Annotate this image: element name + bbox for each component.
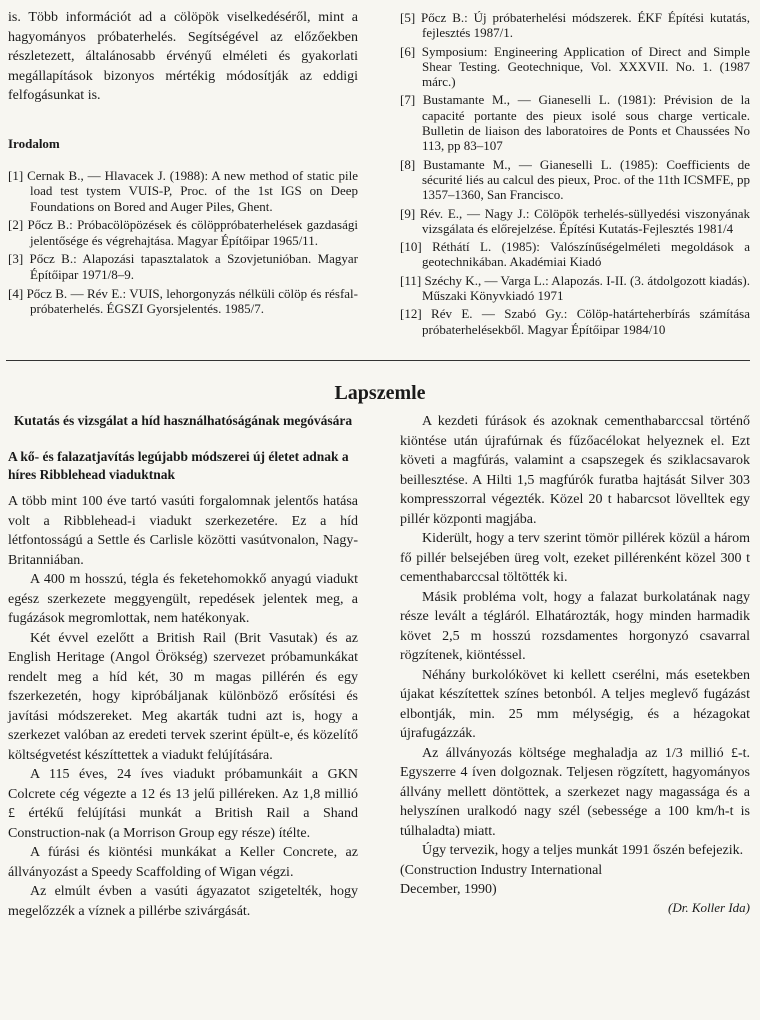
body-paragraph: Az állványozás költsége meghaladja az 1/3 millió £-t. Egyszerre 4 íven dolgoznak. Teljesen rögzített, hagyományos állvány mellett döntöttek, a szerkezet nagy magassága és a helyszínen uralkodó nagy szél (sebessége a 100 km/h-t is túlhaladta) miatt. <box>400 745 750 839</box>
reference-item: [4] Pőcz B. — Rév E.: VUIS, lehorgonyzás nélküli cölöp és résfal-próbaterhelés. ÉGSZI Gyorsjelentés. 1985/7. <box>8 285 358 317</box>
body-paragraph: A 115 éves, 24 íves viadukt próbamunkáit a GKN Colcrete cég végezte a 12 és 13 jelű pilléreken. Az 1,8 millió £ értékű felújítási munkát a British Rail a Shand Construction-nak (a Morrison Group egy része) ítélte. <box>8 767 358 841</box>
body-paragraph: A kezdeti fúrások és azoknak cementhabarccsal történő kiöntése után újrafúrnak és fűzőacélokat helyeznek el. Ezt követi a magfúrás, valamint a csapszegek és sziklacsavarok beillesztése. A Hilti 1,5 magfúrók furatba hajtását Silver 303 kompresszorral végezték. Közel 20 t habarcsot lövelltek egy pillér központi magjába. <box>400 414 750 527</box>
source-citation-line: December, 1990) <box>400 882 497 897</box>
reference-item: [11] Széchy K., — Varga L.: Alapozás. I-II. (3. átdolgozott kiadás). Műszaki Könyvkiadó 1971 <box>400 272 750 304</box>
top-right-column <box>400 10 750 340</box>
intro-paragraph: is. Több információt ad a cölöpök viselkedéséről, mint a hagyományos próbaterhelés. Segítségével az előzőekben részletezett, általánosabb érvényű elméleti és gyakorlati megállapítások bizonyos mértékig módosítják az eddigi felfogásunkat is. <box>8 10 358 103</box>
body-paragraph: Két évvel ezelőtt a British Rail (Brit Vasutak) és az English Heritage (Angol Örökség) szervezet próbamunkákat rendelt meg a híd két, 30 m magas pillérén és egy fszerkezetén, hogy kipróbáljanak különböző erősítési és javítási módszereket. Meg akarták tudni azt is, hogy a szerkezet valóban az eredeti tervek szerint épült-e, és közelítő költségvetést készíttettek a viadukt felújítására. <box>8 630 358 763</box>
body-paragraph: A több mint 100 éve tartó vasúti forgalomnak jelentős hatása volt a Ribblehead-i viadukt szerkezetére. Ez a híd létfontosságú a Settle és Carlisle közötti vasútvonalon, Nagy-Britanniában. <box>8 494 358 568</box>
section-divider <box>6 360 750 361</box>
reference-item: [10] Réthátí L. (1985): Valószínűségelméleti megoldások a geotechnikában. Akadémiai Kiadó <box>400 239 750 270</box>
body-paragraph: Az elmúlt évben a vasúti ágyazatot szigetelték, hogy megelőzzék a víznek a pillérbe szivárgását. <box>8 884 358 919</box>
body-paragraph: Kiderült, hogy a terv szerint tömör pillérek közül a három fő pillér belsejében üreg volt, ezeket pillérenként közel 300 t cementhabarccsal töltötték ki. <box>400 531 750 585</box>
reference-item: [2] Pőcz B.: Próbacölöpözések és cölöppróbaterhelések gazdasági jelentősége és végrehajtása. Magyar Építőipar 1965/11. <box>8 217 358 248</box>
article-headline: A kő- és falazatjavítás legújabb módszerei új életet adnak a híres Ribblehead viaduktnak <box>8 449 349 482</box>
body-paragraph: A 400 m hosszú, tégla és feketehomokkő anyagú viadukt egész szerkezete meggyengült, repedések jelentek meg, a fugázások megromlottak, nem hatékonyak. <box>8 572 358 626</box>
section-title: Lapszemle <box>334 382 426 404</box>
reference-item: [5] Pőcz B.: Új próbaterhelési módszerek. ÉKF Építési kutatás, fejlesztés 1987/1. <box>400 10 750 41</box>
article-left-column <box>8 412 358 921</box>
source-citation-line: (Construction Industry International <box>400 862 603 878</box>
author-signature: (Dr. Koller Ida) <box>668 899 750 915</box>
article-right-column <box>400 412 750 916</box>
reference-item: [12] Rév E. — Szabó Gy.: Cölöp-határteherbírás számítása próbaterhelésekből. Magyar Építőipar 1984/10 <box>400 306 750 337</box>
article-subtitle: Kutatás és vizsgálat a híd használhatóságának megóvására <box>13 413 353 428</box>
reference-item: [7] Bustamante M., — Gianeselli L. (1981): Prévision de la capacité portante des pieux isolé sous charge verticale. Bulletin de liaison des laboratoires de Ponts et Chaussées No 113, pp 83–107 <box>400 92 750 154</box>
body-paragraph: Néhány burkolókövet ki kellett cserélni, más esetekben újakat készítettek színes betonból. A teljes meglevő fugázást elbontják, min. 25 mm mélységig, és a hézagokat újrafugázzák. <box>400 667 750 741</box>
reference-item: [9] Rév. E., — Nagy J.: Cölöpök terhelés-süllyedési viszonyának vizsgálata és előrejelzése. Építési Kutatás-Fejlesztés 1981/4 <box>400 205 750 236</box>
body-paragraph: A fúrási és kiöntési munkákat a Keller Concrete, az állványozást a Speedy Scaffolding of Wigan végzi. <box>8 845 358 880</box>
body-paragraph: Másik probléma volt, hogy a falazat burkolatának nagy része levált a tégláról. Elhatározták, hogy minden harmadik követ 2,5 m hosszú rozsdamentes horgonyzó csavarral rögzítenek, kiöntéssel. <box>400 589 750 663</box>
reference-item: [8] Bustamante M., — Gianeselli L. (1985): Coefficients de sécurité liés au calcul des pieux, Proc. of the 11th ICSMFE, pp 1357–1360, San Francisco. <box>400 156 750 203</box>
top-left-column <box>8 8 358 320</box>
body-paragraph: Úgy tervezik, hogy a teljes munkát 1991 őszén befejezik. <box>422 843 744 858</box>
reference-item: [3] Pőcz B.: Alapozási tapasztalatok a Szovjetunióban. Magyar Építőipar 1971/8–9. <box>8 251 358 283</box>
irodalom-heading: Irodalom <box>8 135 60 151</box>
reference-item: [1] Cernak B., — Hlavacek J. (1988): A new method of static pile load test tystem VUIS-P, Proc. of the 1st IGS on Deep Foundations on Bored and Auger Piles, Ghent. <box>8 167 358 214</box>
reference-item: [6] Symposium: Engineering Application of Direct and Simple Shear Testing. Geotechnique, Vol. XXXVII. No. 1. (1987 márc.) <box>400 43 750 90</box>
